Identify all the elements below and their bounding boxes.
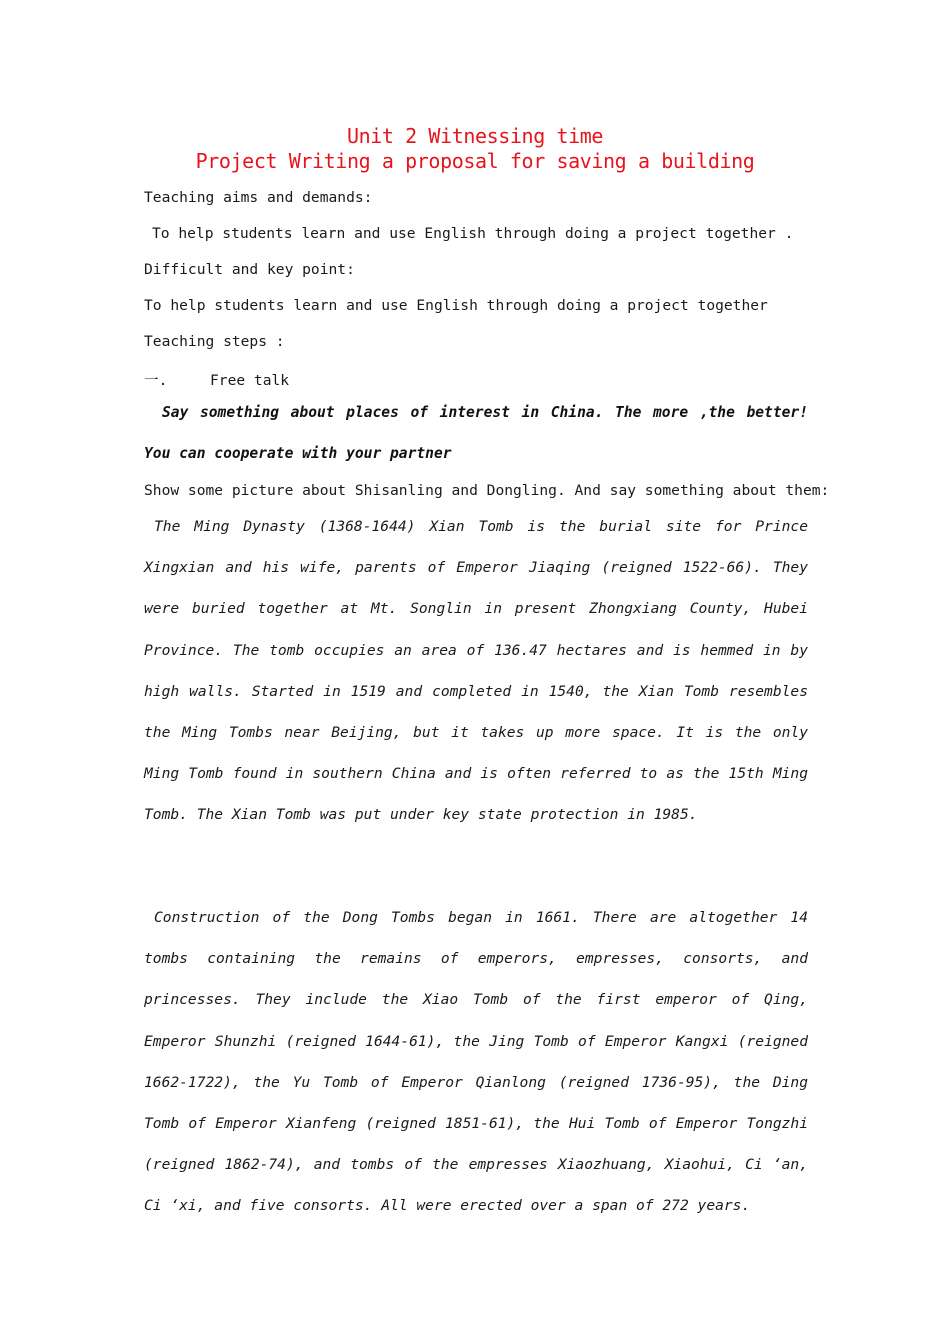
title-project: Project Writing a proposal for saving a building	[195, 149, 755, 173]
key-point-text: To help students learn and use English through doing a project together	[144, 297, 768, 314]
step-one	[144, 369, 289, 390]
show-pictures-text: Show some picture about Shisanling and Dongling. And say something about them:	[144, 482, 830, 499]
aims-heading: Teaching aims and demands:	[144, 189, 373, 206]
step-one-title: Free talk	[210, 372, 290, 389]
steps-heading: Teaching steps :	[144, 333, 285, 350]
aims-text: To help students learn and use English through doing a project together .	[152, 225, 794, 242]
key-point-heading: Difficult and key point:	[144, 261, 355, 278]
free-talk-prompt: Say something about places of interest in China. The more ,the better! You can cooperate with your partner	[144, 404, 808, 462]
title-unit: Unit 2 Witnessing time	[346, 124, 604, 148]
paragraph-dong-tombs: Construction of the Dong Tombs began in 1661. There are altogether 14 tombs containing the remains of emperors, empresses, consorts, and princesses. They include the Xiao Tomb of the first emperor of Qing, Emperor Shunzhi (reigned 1644-61), the Jing Tomb of Emperor Kangxi (reigned 1662-1722), the Yu Tomb of Emperor Qianlong (reigned 1736-95), the Ding Tomb of Emperor Xianfeng (reigned 1851-61), the Hui Tomb of Emperor Tongzhi (reigned 1862-74), and tombs of the empresses Xiaozhuang, Xiaohui, Ci ‘an, Ci ‘xi, and five consorts. All were erected over a span of 272 years.	[144, 909, 808, 1215]
paragraph-xian-tomb: The Ming Dynasty (1368-1644) Xian Tomb is the burial site for Prince Xingxian and his wife, parents of Emperor Jiaqing (reigned 1522-66). They were buried together at Mt. Songlin in present Zhongxiang County, Hubei Province. The tomb occupies an area of 136.47 hectares and is hemmed in by high walls. Started in 1519 and completed in 1540, the Xian Tomb resembles the Ming Tombs near Beijing, but it takes up more space. It is the only Ming Tomb found in southern China and is often referred to as the 15th Ming Tomb. The Xian Tomb was put under key state protection in 1985.	[144, 518, 808, 824]
step-one-number: 一.	[144, 372, 168, 389]
